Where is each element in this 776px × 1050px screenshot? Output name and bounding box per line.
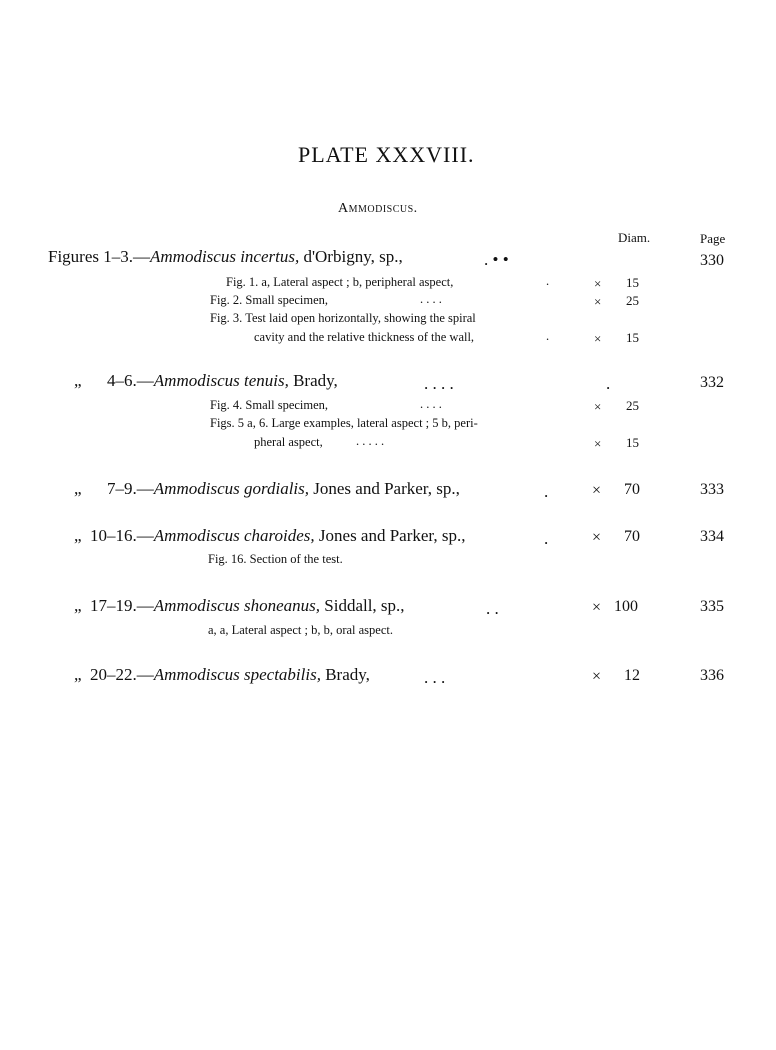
magnification-sign: × [592,482,602,499]
magnification-sign: × [592,668,602,685]
magnification-sign: × [594,399,602,414]
magnification-sign: × [594,331,602,346]
species-name: Ammodiscus gordialis, [153,479,310,498]
dot-leader: . . . [424,668,446,687]
species-author: Siddall, sp., [320,596,405,615]
magnification-diameter: 25 [626,398,639,413]
magnification-diameter: 100 [614,598,638,615]
species-author: d'Orbigny, sp., [299,247,403,266]
entry-heading [74,526,466,546]
species-author: Jones and Parker, sp., [314,526,466,545]
figure-range: „ 10–16.— [74,526,154,545]
page-column-header: Page [700,231,726,246]
figure-caption: Fig. 16. Section of the test. [208,552,343,566]
species-name: Ammodiscus spectabilis, [153,665,321,684]
species-name: Ammodiscus incertus, [150,247,300,266]
figure-range: „ 20–22.— [74,665,154,684]
section-title: Ammodiscus. [338,201,418,216]
page-number: 330 [700,252,724,269]
dot-leader: . . [486,599,499,618]
plate-title: PLATE XXXVIII. [298,142,475,167]
dot-leader: . [546,329,550,343]
figure-range: Figures 1–3.— [48,247,150,266]
figure-caption: Fig. 2. Small specimen, [210,293,329,307]
figure-caption: Fig. 1. a, Lateral aspect ; b, peripheral aspect, [226,275,454,289]
entry-heading [74,479,460,499]
species-author: Jones and Parker, sp., [309,479,460,498]
page-number: 333 [700,481,724,498]
magnification-sign: × [592,529,602,546]
dot-leader: . . . . [420,397,442,411]
magnification-diameter: 15 [626,330,639,345]
species-name: Ammodiscus shoneanus, [153,596,321,615]
dot-leader: . [546,274,550,288]
page-number: 332 [700,374,724,391]
magnification-diameter: 25 [626,293,639,308]
magnification-diameter: 15 [626,275,639,290]
magnification-diameter: 12 [624,667,640,684]
figure-caption: pheral aspect, [254,435,323,449]
magnification-diameter: 70 [624,528,640,545]
dot-leader: . . . . [420,292,442,306]
entry-heading [74,665,370,685]
page-number: 336 [700,667,724,684]
figure-caption: Fig. 3. Test laid open horizontally, showing the spiral [210,311,476,325]
page-number: 335 [700,598,724,615]
dot-leader-end: . [606,374,611,393]
dot-leader: . [544,482,549,501]
magnification-sign: × [592,599,602,616]
figure-range: „ 17–19.— [74,596,154,615]
entry-heading [48,247,403,267]
figure-caption: Figs. 5 a, 6. Large examples, lateral aspect ; 5 b, peri- [210,416,478,430]
magnification-sign: × [594,294,602,309]
page-number: 334 [700,528,724,545]
figure-caption: a, a, Lateral aspect ; b, b, oral aspect. [208,623,393,637]
figure-caption: cavity and the relative thickness of the wall, [254,330,475,344]
figure-caption: Fig. 4. Small specimen, [210,398,329,412]
species-author: Brady, [288,371,338,390]
magnification-sign: × [594,436,602,451]
magnification-diameter: 70 [624,481,640,498]
magnification-diameter: 15 [626,435,639,450]
figure-range: „ 4–6.— [74,371,154,390]
entry-heading [74,596,405,616]
dot-leader: . • • [484,250,509,269]
magnification-sign: × [594,276,602,291]
species-name: Ammodiscus charoides, [153,526,315,545]
diam-column-header: Diam. [618,230,651,245]
dot-leader: . . . . . [356,434,385,448]
dot-leader: . [544,529,549,548]
species-author: Brady, [320,665,370,684]
entry-heading [74,371,338,391]
dot-leader: . . . . [424,374,454,393]
species-name: Ammodiscus tenuis, [153,371,289,390]
figure-range: „ 7–9.— [74,479,154,498]
